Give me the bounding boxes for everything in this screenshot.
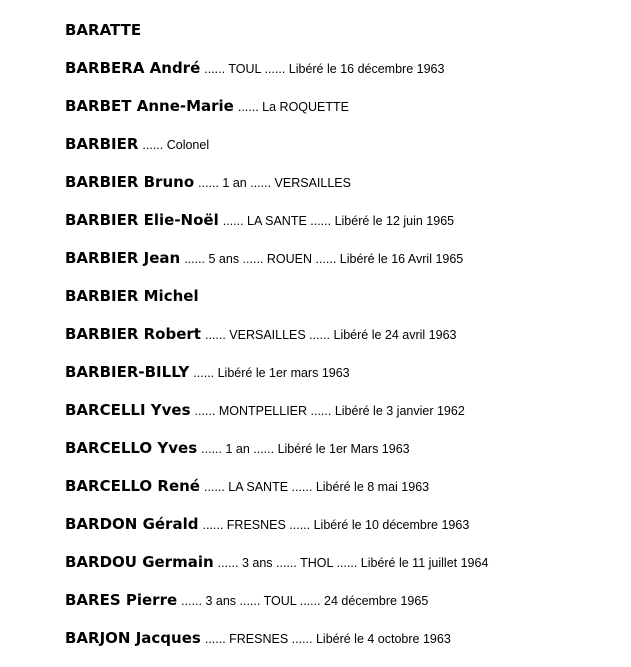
entry-name: BARCELLI Yves — [65, 401, 191, 419]
entry-name: BARBET Anne-Marie — [65, 97, 234, 115]
entry-name: BARJON Jacques — [65, 629, 201, 647]
entry-details: ...... 1 an ...... VERSAILLES — [198, 176, 351, 190]
entry-details: ...... 1 an ...... Libéré le 1er Mars 1963 — [201, 442, 410, 456]
entry-details: ...... FRESNES ...... Libéré le 4 octobre 1963 — [204, 632, 451, 646]
document-body — [65, 21, 625, 667]
entry-details: ...... 3 ans ...... TOUL ...... 24 décembre 1965 — [181, 594, 429, 608]
entry-details: ...... Colonel — [142, 138, 210, 152]
entry-details: ...... FRESNES ...... Libéré le 10 décembre 1963 — [202, 518, 470, 532]
list-item — [65, 553, 625, 591]
entry-name: BARBIER — [65, 135, 139, 153]
entry-name: BARDOU Germain — [65, 553, 214, 571]
entry-details: ...... VERSAILLES ...... Libéré le 24 avril 1963 — [204, 328, 457, 342]
entry-name: BARES Pierre — [65, 591, 178, 609]
list-item — [65, 211, 625, 249]
list-item — [65, 59, 625, 97]
entry-name: BARATTE — [65, 21, 142, 39]
list-item — [65, 173, 625, 211]
entry-details: ...... LA SANTE ...... Libéré le 12 juin 1965 — [222, 214, 455, 228]
list-item — [65, 591, 625, 629]
entry-details: ...... LA SANTE ...... Libéré le 8 mai 1963 — [203, 480, 430, 494]
entry-name: BARBIER Bruno — [65, 173, 195, 191]
entry-name: BARBIER-BILLY — [65, 363, 190, 381]
list-item — [65, 287, 625, 325]
entry-name: BARBIER Elie-Noël — [65, 211, 219, 229]
entry-name: BARBERA André — [65, 59, 201, 77]
list-item — [65, 135, 625, 173]
entry-name: BARCELLO René — [65, 477, 200, 495]
entry-name: BARBIER Robert — [65, 325, 201, 343]
entry-details: ...... TOUL ...... Libéré le 16 décembre 1963 — [204, 62, 445, 76]
entry-name: BARDON Gérald — [65, 515, 199, 533]
entry-details: ...... 3 ans ...... THOL ...... Libéré le 11 juillet 1964 — [217, 556, 489, 570]
list-item — [65, 21, 625, 59]
entry-details: ...... Libéré le 1er mars 1963 — [193, 366, 350, 380]
entry-details: ...... La ROQUETTE — [237, 100, 349, 114]
list-item — [65, 325, 625, 363]
list-item — [65, 515, 625, 553]
entry-details: ...... MONTPELLIER ...... Libéré le 3 janvier 1962 — [194, 404, 465, 418]
list-item — [65, 629, 625, 667]
list-item — [65, 477, 625, 515]
list-item — [65, 401, 625, 439]
list-item — [65, 439, 625, 477]
list-item — [65, 97, 625, 135]
entry-name: BARCELLO Yves — [65, 439, 198, 457]
entry-name: BARBIER Jean — [65, 249, 181, 267]
list-item — [65, 363, 625, 401]
entry-name: BARBIER Michel — [65, 287, 199, 305]
entry-details: ...... 5 ans ...... ROUEN ...... Libéré le 16 Avril 1965 — [184, 252, 464, 266]
list-item — [65, 249, 625, 287]
